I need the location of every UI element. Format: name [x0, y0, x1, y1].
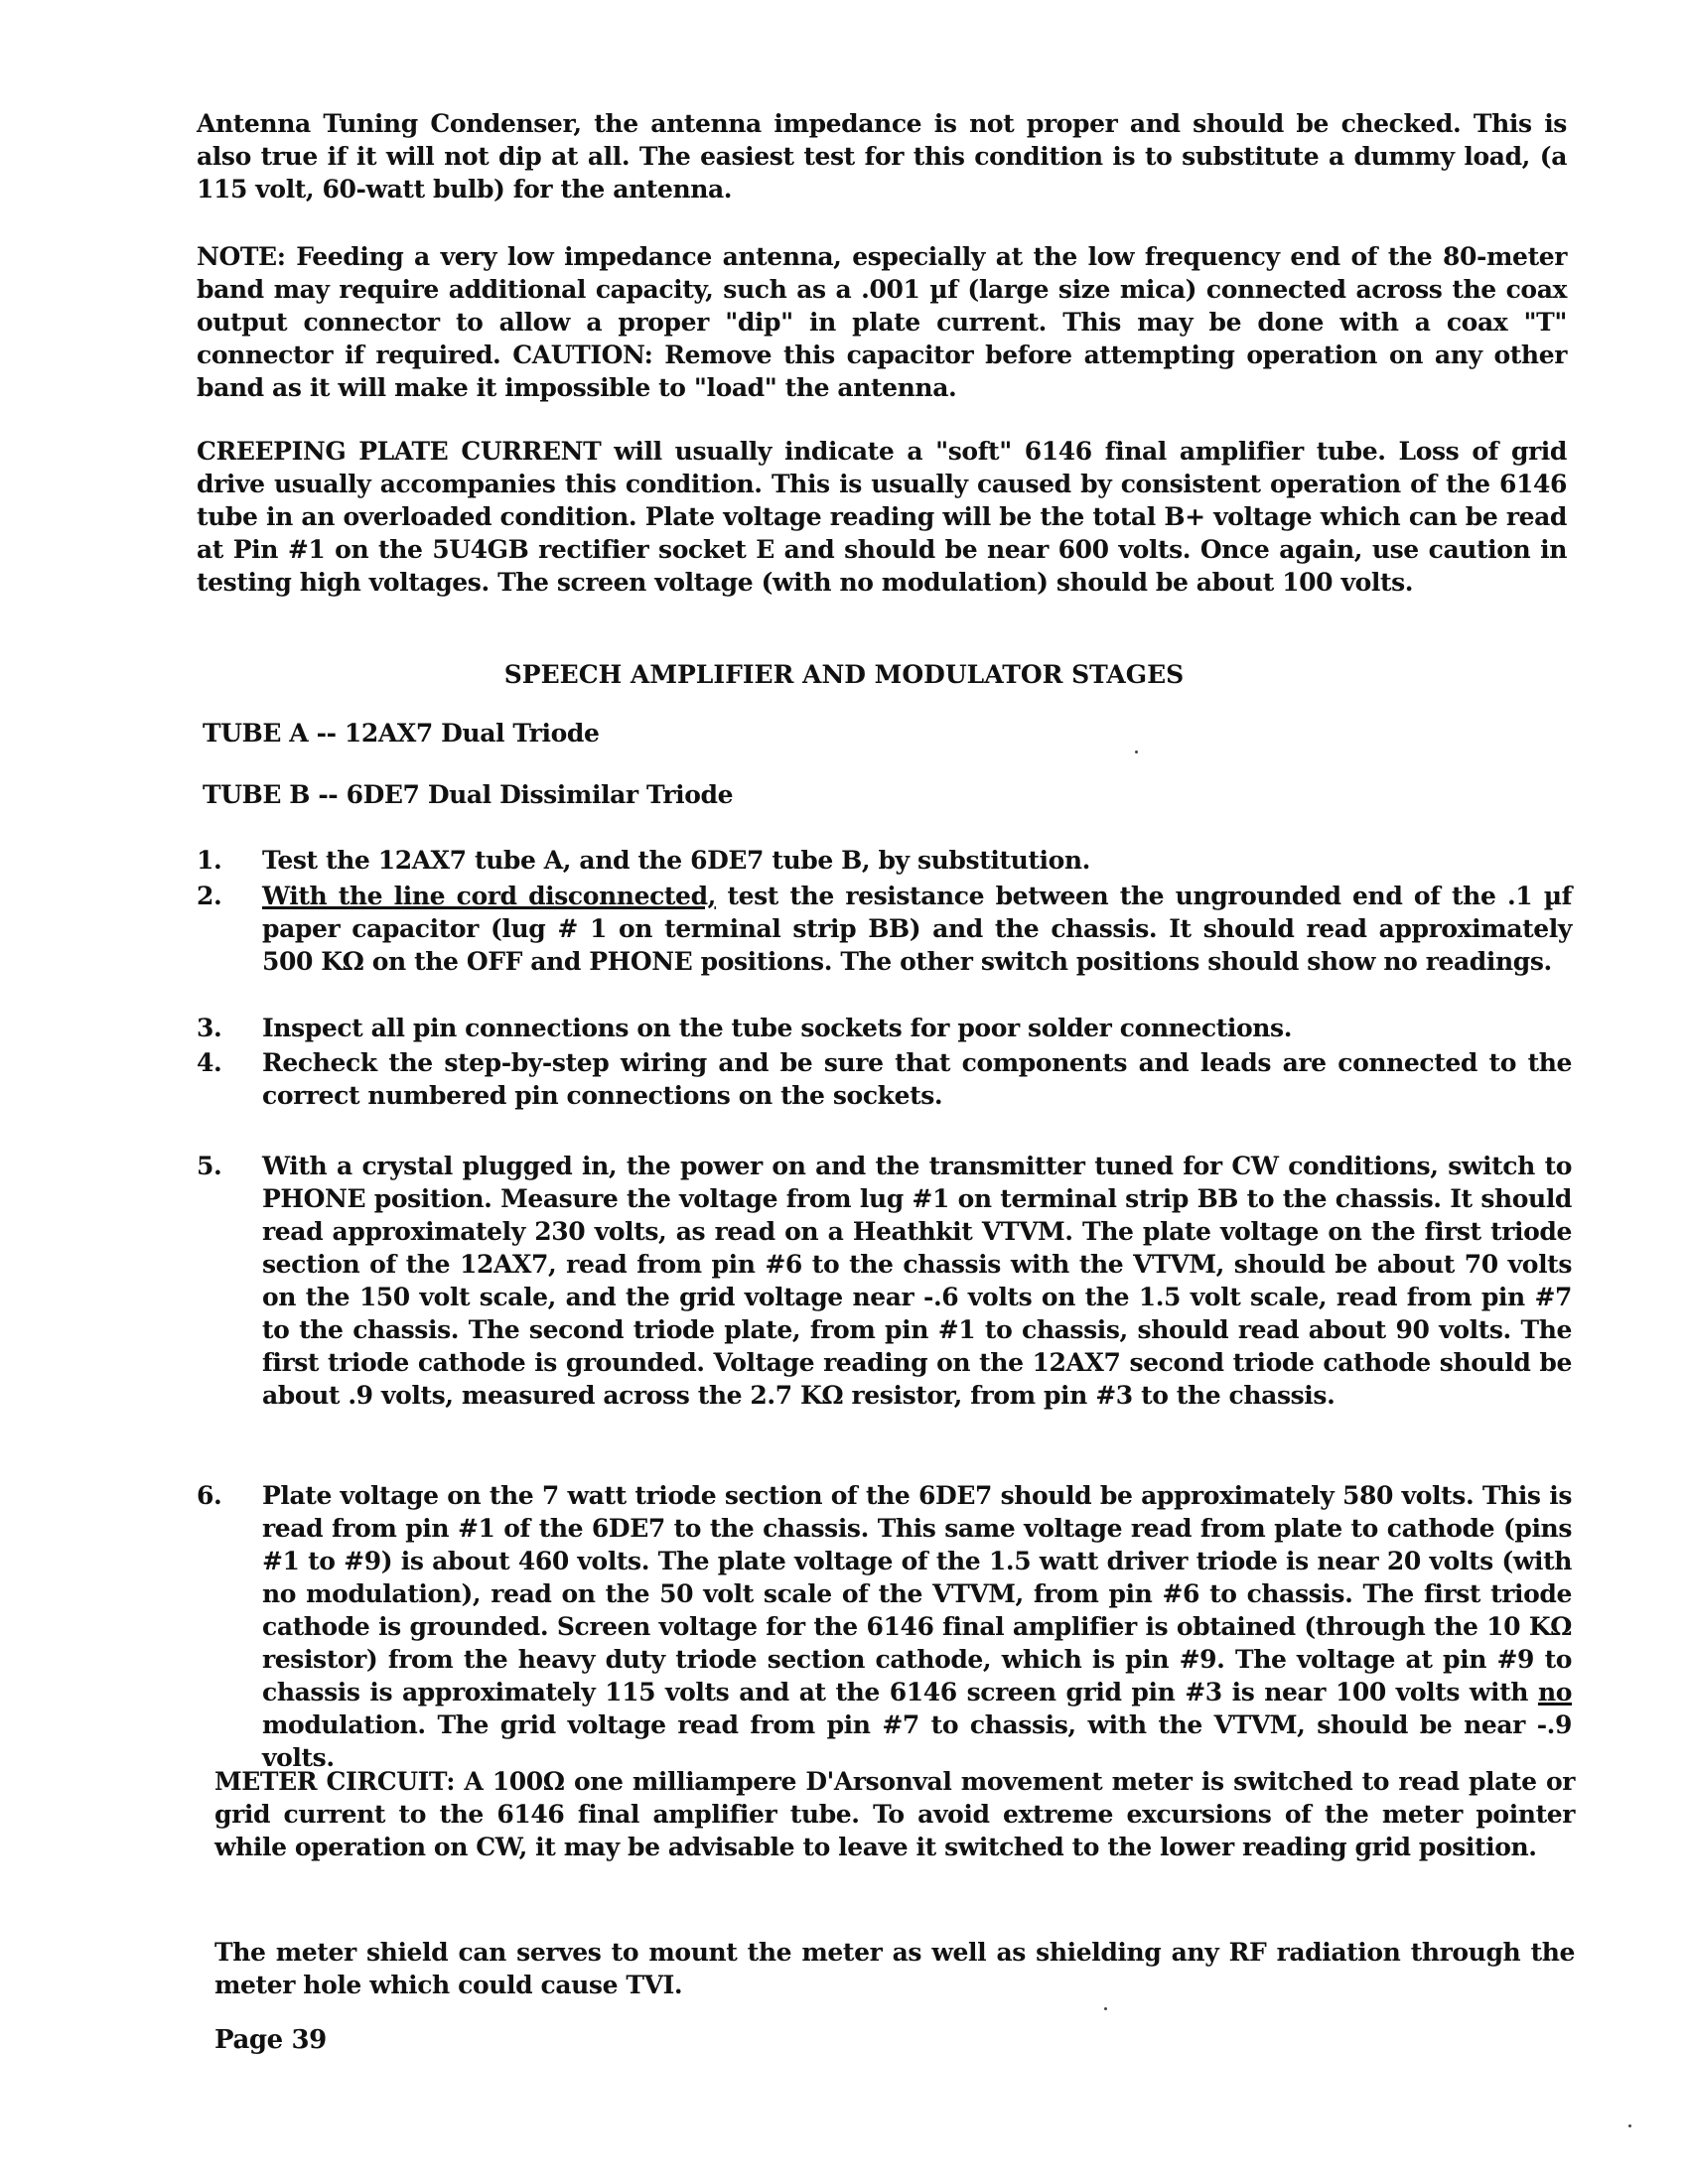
- list-text: With a crystal plugged in, the power on and the transmitter tuned for CW conditions, switch to PHONE position. Measure the voltage from lug #1 on terminal strip BB to the chassis. It should read approximately 230 volts, as read on a Heathkit VTVM. The plate voltage on the first triode section of the 12AX7, read from pin #6 to the chassis with the VTVM, should be about 70 volts on the 150 volt scale, and the grid voltage near -.6 volts on the 1.5 volt scale, read from pin #7 to the chassis. The second triode plate, from pin #1 to chassis, should read about 90 volts. The first triode cathode is grounded. Voltage reading on the 12AX7 second triode cathode should be about .9 volts, measured across the 2.7 KΩ resistor, from pin #3 to the chassis.: [262, 1152, 1572, 1410]
- page-number: Page 39: [214, 2025, 327, 2055]
- list-number: 6.: [197, 1481, 222, 1510]
- tube-b-label: TUBE B -- 6DE7 Dual Dissimilar Triode: [203, 780, 734, 809]
- section-heading: SPEECH AMPLIFIER AND MODULATOR STAGES: [503, 660, 1185, 689]
- paragraph-antenna-tuning: [197, 107, 1567, 205]
- scan-speck: [1104, 2007, 1107, 2010]
- paragraph-text: NOTE: Feeding a very low impedance antenna, especially at the low frequency end of the 80-meter band may require additional capacity, such as a .001 µf (large size mica) connected across the coax output connector to allow a proper "dip" in plate current. This may be done with a coax "T" connector if required. CAUTION: Remove this capacitor before attempting operation on any other band as it will make it impossible to "load" the antenna.: [197, 242, 1567, 402]
- list-item-2: [197, 880, 1572, 978]
- paragraph-text: Antenna Tuning Condenser, the antenna impedance is not proper and should be checked. This is also true if it will not dip at all. The easiest test for this condition is to substitute a dummy load, (a 115 volt, 60-watt bulb) for the antenna.: [197, 109, 1567, 204]
- scan-speck: [1135, 751, 1138, 753]
- paragraph-text: CREEPING PLATE CURRENT will usually indicate a "soft" 6146 final amplifier tube. Loss of grid drive usually accompanies this condition. This is usually caused by consistent operation of the 6146 tube in an overloaded condition. Plate voltage reading will be the total B+ voltage which can be read at Pin #1 on the 5U4GB rectifier socket E and should be near 600 volts. Once again, use caution in testing high voltages. The screen voltage (with no modulation) should be about 100 volts.: [197, 437, 1567, 597]
- paragraph-meter-circuit: [214, 1765, 1575, 1863]
- list-item-6: [197, 1479, 1572, 1774]
- list-number: 2.: [197, 882, 222, 910]
- list-item-3: [197, 1012, 1572, 1044]
- list-number: 4.: [197, 1048, 222, 1077]
- list-text: Inspect all pin connections on the tube sockets for poor solder connections.: [262, 1014, 1293, 1042]
- list-item-4: [197, 1046, 1572, 1112]
- tube-a-label: TUBE A -- 12AX7 Dual Triode: [203, 719, 600, 748]
- list-text: [262, 1479, 1572, 1774]
- paragraph-creeping-plate-current: [197, 435, 1567, 599]
- list-text-rest: test the resistance between the ungrounded end of the .1 µf paper capacitor (lug # 1 on terminal strip BB) and the chassis. It should read approximately 500 KΩ on the OFF and PHONE positions. The other switch positions should show no readings.: [262, 882, 1572, 976]
- list-item-5: [197, 1150, 1572, 1412]
- paragraph-text: The meter shield can serves to mount the meter as well as shielding any RF radiation through the meter hole which could cause TVI.: [214, 1938, 1575, 1999]
- list-text: [262, 880, 1572, 978]
- list-text: Recheck the step-by-step wiring and be sure that components and leads are connected to the correct numbered pin connections on the sockets.: [262, 1048, 1572, 1110]
- list-text-end: modulation. The grid voltage read from pin #7 to chassis, with the VTVM, should be near -.9 volts.: [262, 1710, 1572, 1772]
- list-number: 1.: [197, 846, 222, 875]
- list-item-1: [197, 844, 1572, 877]
- list-text: Test the 12AX7 tube A, and the 6DE7 tube B, by substitution.: [262, 846, 1090, 875]
- paragraph-note: [197, 240, 1567, 404]
- scan-speck: [1628, 2124, 1631, 2127]
- list-number: 5.: [197, 1152, 222, 1180]
- paragraph-meter-shield: [214, 1936, 1575, 2001]
- underlined-phrase: no: [1537, 1678, 1572, 1706]
- list-number: 3.: [197, 1014, 222, 1042]
- paragraph-text: METER CIRCUIT: A 100Ω one milliampere D'Arsonval movement meter is switched to read plate or grid current to the 6146 final amplifier tube. To avoid extreme excursions of the meter pointer while operation on CW, it may be advisable to leave it switched to the lower reading grid position.: [214, 1767, 1575, 1861]
- underlined-phrase: With the line cord disconnected,: [262, 882, 716, 910]
- list-text-start: Plate voltage on the 7 watt triode section of the 6DE7 should be approximately 580 volts. This is read from pin #1 of the 6DE7 to the chassis. This same voltage read from plate to cathode (pins #1 to #9) is about 460 volts. The plate voltage of the 1.5 watt driver triode is near 20 volts (with no modulation), read on the 50 volt scale of the VTVM, from pin #6 to chassis. The first triode cathode is grounded. Screen voltage for the 6146 final amplifier is obtained (through the 10 KΩ resistor) from the heavy duty triode section cathode, which is pin #9. The voltage at pin #9 to chassis is approximately 115 volts and at the 6146 screen grid pin #3 is near 100 volts with: [262, 1481, 1572, 1706]
